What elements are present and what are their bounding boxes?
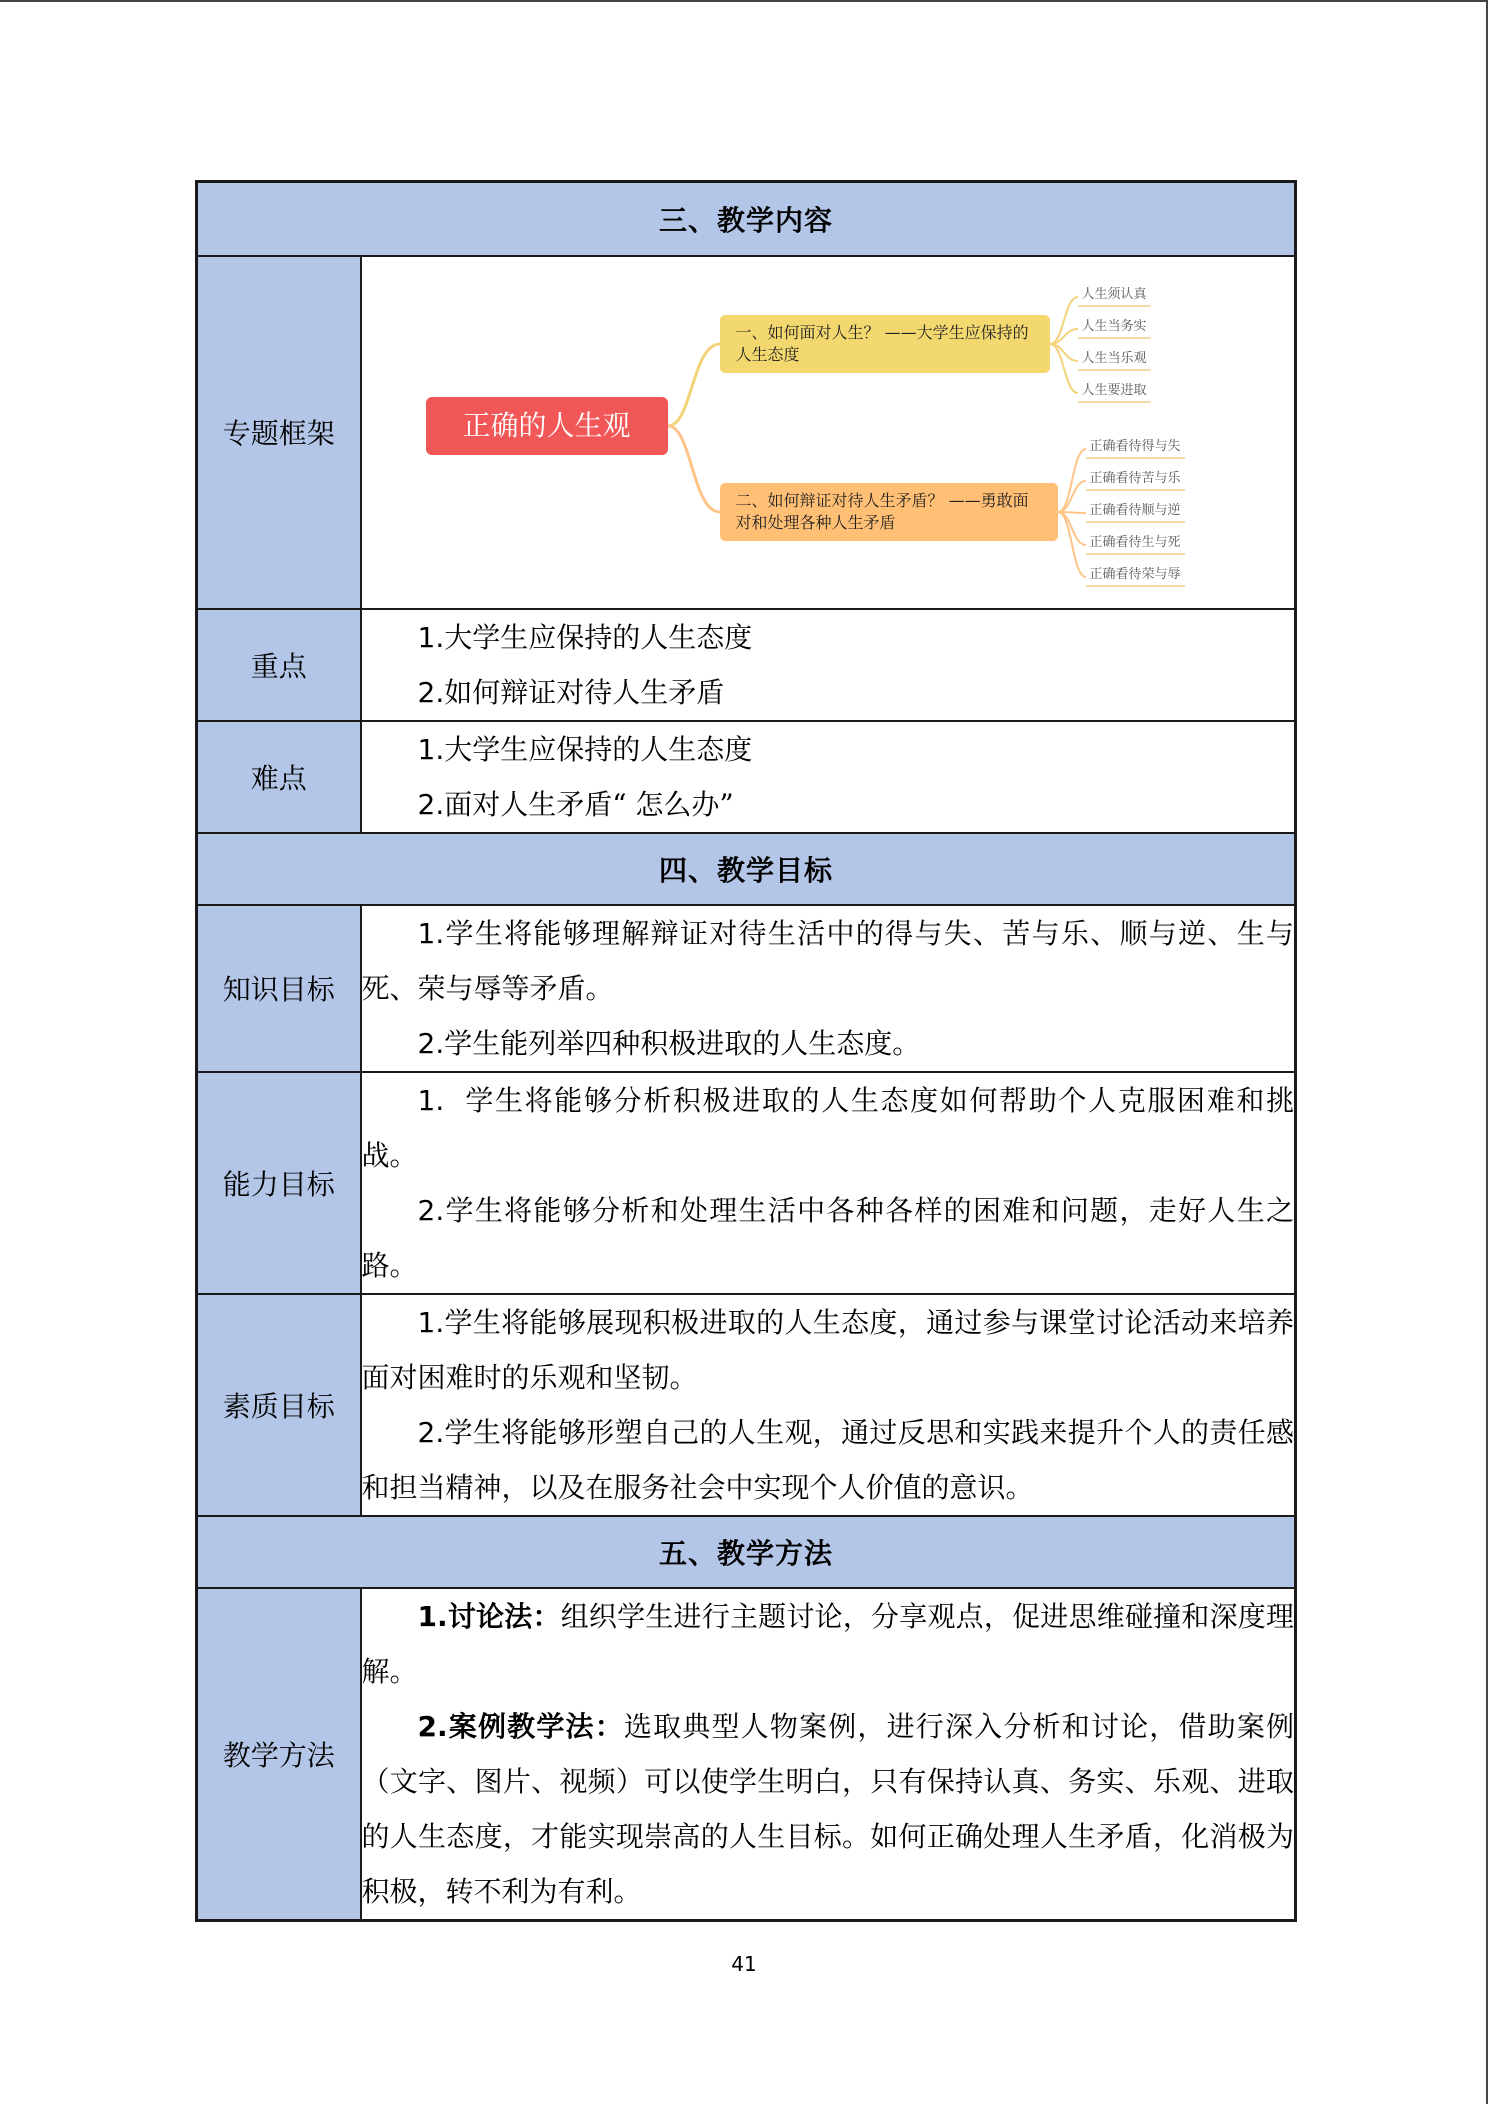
framework-label: 专题框架 bbox=[197, 256, 361, 609]
mind-map-leaf: 正确看待生与死 bbox=[1086, 533, 1185, 555]
methods-row bbox=[197, 1588, 1296, 1921]
section-3-title: 三、教学内容 bbox=[197, 182, 1296, 256]
framework-row bbox=[197, 256, 1296, 609]
mind-map-branch-1: 一、如何面对人生？ ——大学生应保持的人生态度 bbox=[720, 315, 1050, 373]
mind-map bbox=[362, 257, 1294, 607]
mind-map-leaf: 正确看待荣与辱 bbox=[1086, 565, 1185, 587]
keypoints-label: 重点 bbox=[197, 609, 361, 721]
page-top-border bbox=[0, 0, 1488, 2]
section-4-header-row bbox=[197, 833, 1296, 905]
keypoints-row bbox=[197, 609, 1296, 721]
knowledge-item: 2.学生能列举四种积极进取的人生态度。 bbox=[417, 1026, 921, 1060]
methods-item: 1.讨论法：组织学生进行主题讨论，分享观点，促进思维碰撞和深度理解。 bbox=[361, 1599, 1295, 1688]
mind-map-leaf: 正确看待顺与逆 bbox=[1086, 501, 1185, 523]
page-number: 41 bbox=[731, 1952, 757, 1976]
knowledge-label: 知识目标 bbox=[197, 905, 361, 1072]
quality-item: 2.学生将能够形塑自己的人生观，通过反思和实践来提升个人的责任感和担当精神，以及在服务社会中实现个人价值的意识。 bbox=[361, 1415, 1295, 1504]
keypoints-item: 2.如何辩证对待人生矛盾 bbox=[417, 675, 725, 709]
difficulties-row bbox=[197, 721, 1296, 833]
section-4-title: 四、教学目标 bbox=[197, 833, 1296, 905]
methods-item: 2.案例教学法：选取典型人物案例，进行深入分析和讨论，借助案例（文字、图片、视频）可以使学生明白，只有保持认真、务实、乐观、进取的人生态度，才能实现崇高的人生目标。如何正确处理人生矛盾，化消极为积极，转不利为有利。 bbox=[361, 1709, 1295, 1908]
section-5-header-row bbox=[197, 1516, 1296, 1588]
ability-item: 1. 学生将能够分析积极进取的人生态度如何帮助个人克服困难和挑战。 bbox=[361, 1083, 1295, 1172]
ability-cell bbox=[361, 1072, 1296, 1294]
knowledge-item: 1.学生将能够理解辩证对待生活中的得与失、苦与乐、顺与逆、生与死、荣与辱等矛盾。 bbox=[361, 916, 1295, 1005]
difficulties-label: 难点 bbox=[197, 721, 361, 833]
mind-map-leaf: 正确看待得与失 bbox=[1086, 437, 1185, 459]
methods-cell bbox=[361, 1588, 1296, 1921]
knowledge-cell bbox=[361, 905, 1296, 1072]
mind-map-leaf: 人生当务实 bbox=[1078, 317, 1151, 339]
ability-row bbox=[197, 1072, 1296, 1294]
ability-item: 2.学生将能够分析和处理生活中各种各样的困难和问题，走好人生之路。 bbox=[361, 1193, 1295, 1282]
mind-map-branch-2: 二、如何辩证对待人生矛盾？ ——勇敢面对和处理各种人生矛盾 bbox=[720, 483, 1058, 541]
quality-row bbox=[197, 1294, 1296, 1516]
mind-map-leaf: 人生要进取 bbox=[1078, 381, 1151, 403]
difficulties-item: 1.大学生应保持的人生态度 bbox=[417, 732, 753, 766]
methods-label: 教学方法 bbox=[197, 1588, 361, 1921]
knowledge-row bbox=[197, 905, 1296, 1072]
quality-label: 素质目标 bbox=[197, 1294, 361, 1516]
quality-item: 1.学生将能够展现积极进取的人生态度，通过参与课堂讨论活动来培养面对困难时的乐观和坚韧。 bbox=[361, 1305, 1295, 1394]
framework-cell bbox=[361, 256, 1296, 609]
ability-label: 能力目标 bbox=[197, 1072, 361, 1294]
teaching-plan-table bbox=[195, 180, 1297, 1922]
difficulties-cell bbox=[361, 721, 1296, 833]
difficulties-item: 2.面对人生矛盾“ 怎么办” bbox=[417, 787, 734, 821]
keypoints-item: 1.大学生应保持的人生态度 bbox=[417, 620, 753, 654]
section-3-header-row bbox=[197, 182, 1296, 256]
mind-map-leaf: 人生当乐观 bbox=[1078, 349, 1151, 371]
mind-map-leaf: 正确看待苦与乐 bbox=[1086, 469, 1185, 491]
section-5-title: 五、教学方法 bbox=[197, 1516, 1296, 1588]
mind-map-root: 正确的人生观 bbox=[426, 397, 668, 455]
keypoints-cell bbox=[361, 609, 1296, 721]
quality-cell bbox=[361, 1294, 1296, 1516]
mind-map-leaf: 人生须认真 bbox=[1078, 285, 1151, 307]
